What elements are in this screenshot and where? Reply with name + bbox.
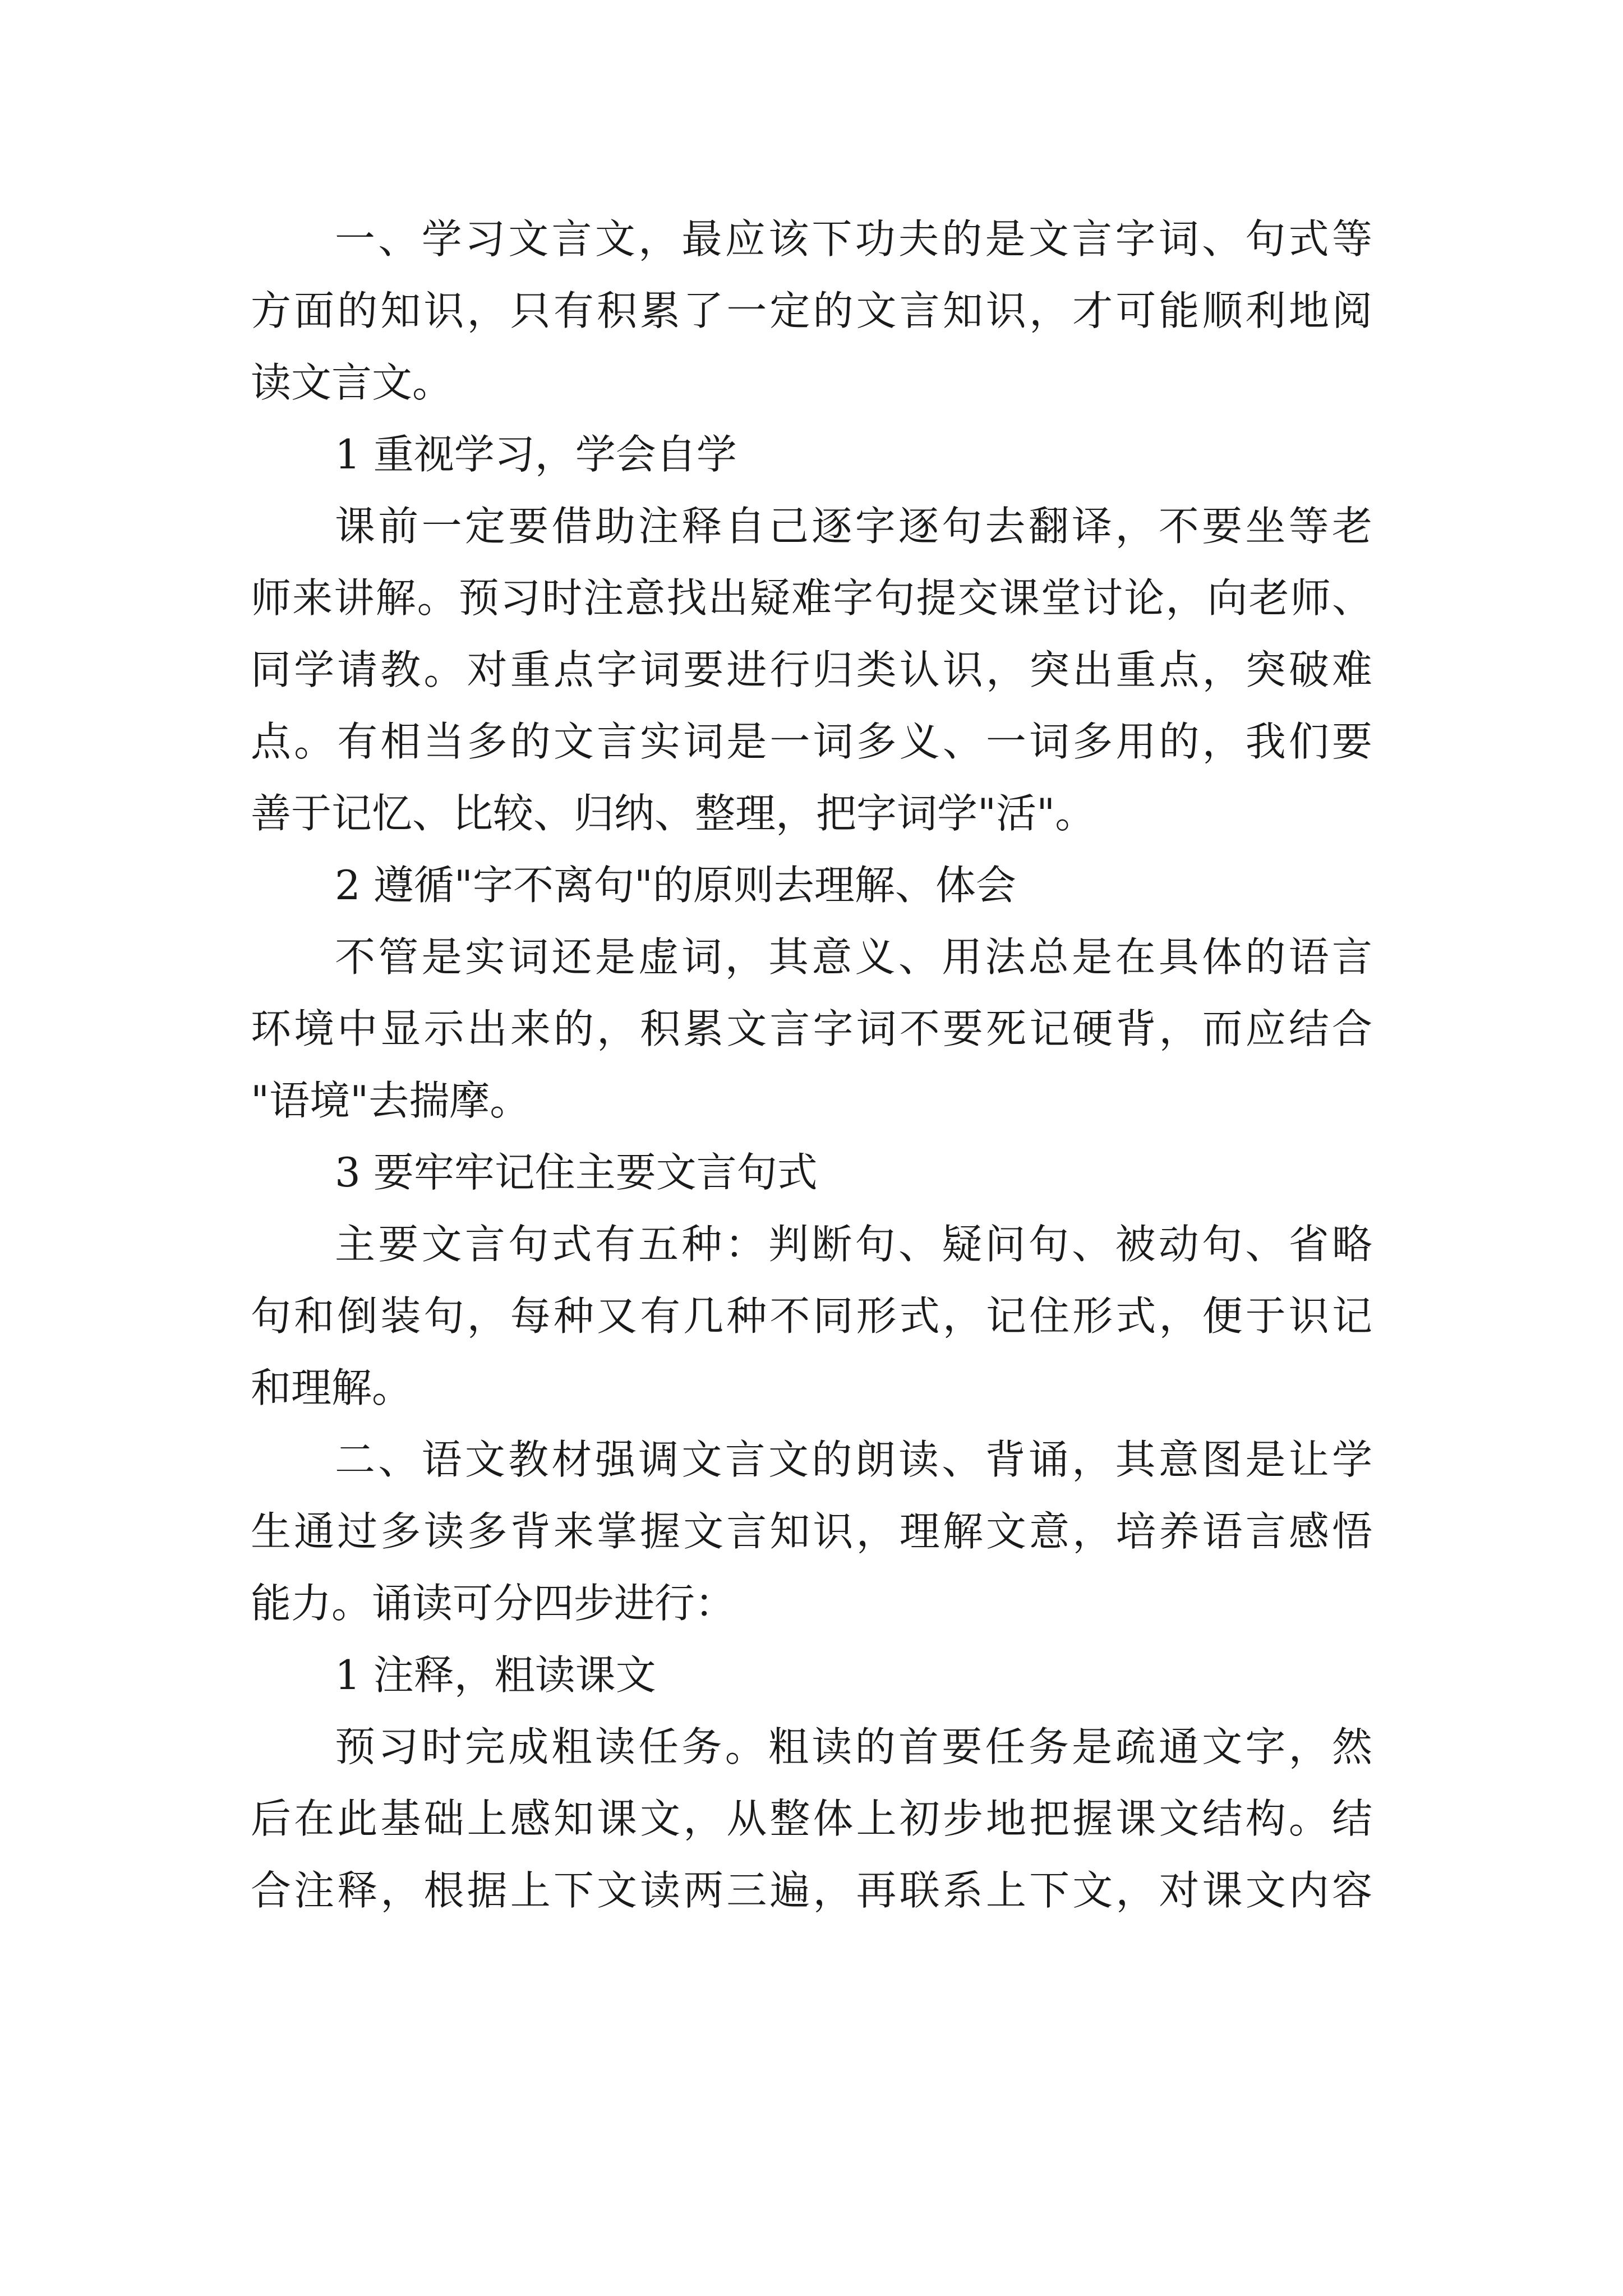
paragraph-4-line-2: 句和倒装句，每种又有几种不同形式，记住形式，便于识记 bbox=[251, 1292, 1372, 1340]
section-heading-3: 3 要牢牢记住主要文言句式 bbox=[335, 1149, 818, 1196]
paragraph-6-line-2: 后在此基础上感知课文，从整体上初步地把握课文结构。结 bbox=[251, 1795, 1372, 1842]
paragraph-2-line-4: 点。有相当多的文言实词是一词多义、一词多用的，我们要 bbox=[251, 718, 1372, 765]
paragraph-3-line-1: 不管是实词还是虚词，其意义、用法总是在具体的语言 bbox=[335, 933, 1372, 981]
paragraph-1-line-3: 读文言文。 bbox=[251, 359, 453, 406]
paragraph-2-line-5: 善于记忆、比较、归纳、整理，把字词学"活"。 bbox=[251, 790, 1096, 837]
paragraph-3-line-3: "语境"去揣摩。 bbox=[251, 1077, 531, 1124]
paragraph-5-line-2: 生通过多读多背来掌握文言知识，理解文意，培养语言感悟 bbox=[251, 1508, 1372, 1555]
body-text bbox=[251, 203, 1372, 1926]
paragraph-5-line-1: 二、语文教材强调文言文的朗读、背诵，其意图是让学 bbox=[335, 1436, 1372, 1483]
paragraph-3-line-2: 环境中显示出来的，积累文言字词不要死记硬背，而应结合 bbox=[251, 1005, 1372, 1052]
paragraph-1-line-2: 方面的知识，只有积累了一定的文言知识，才可能顺利地阅 bbox=[251, 287, 1372, 334]
paragraph-4-line-1: 主要文言句式有五种：判断句、疑问句、被动句、省略 bbox=[335, 1221, 1372, 1268]
paragraph-2-line-3: 同学请教。对重点字词要进行归类认识，突出重点，突破难 bbox=[251, 646, 1372, 693]
paragraph-6-line-1: 预习时完成粗读任务。粗读的首要任务是疏通文字，然 bbox=[335, 1723, 1372, 1770]
paragraph-5-line-3: 能力。诵读可分四步进行： bbox=[251, 1580, 736, 1627]
paragraph-6-line-3: 合注释，根据上下文读两三遍，再联系上下文，对课文内容 bbox=[251, 1867, 1372, 1914]
section-heading-2: 2 遵循"字不离句"的原则去理解、体会 bbox=[335, 862, 1016, 909]
paragraph-1-line-1: 一、学习文言文，最应该下功夫的是文言字词、句式等 bbox=[335, 215, 1372, 263]
paragraph-4-line-3: 和理解。 bbox=[251, 1364, 413, 1411]
section-heading-4: 1 注释，粗读课文 bbox=[335, 1651, 656, 1699]
paragraph-2-line-2: 师来讲解。预习时注意找出疑难字句提交课堂讨论，向老师、 bbox=[251, 574, 1372, 622]
paragraph-2-line-1: 课前一定要借助注释自己逐字逐句去翻译，不要坐等老 bbox=[335, 503, 1372, 550]
section-heading-1: 1 重视学习，学会自学 bbox=[335, 431, 737, 478]
